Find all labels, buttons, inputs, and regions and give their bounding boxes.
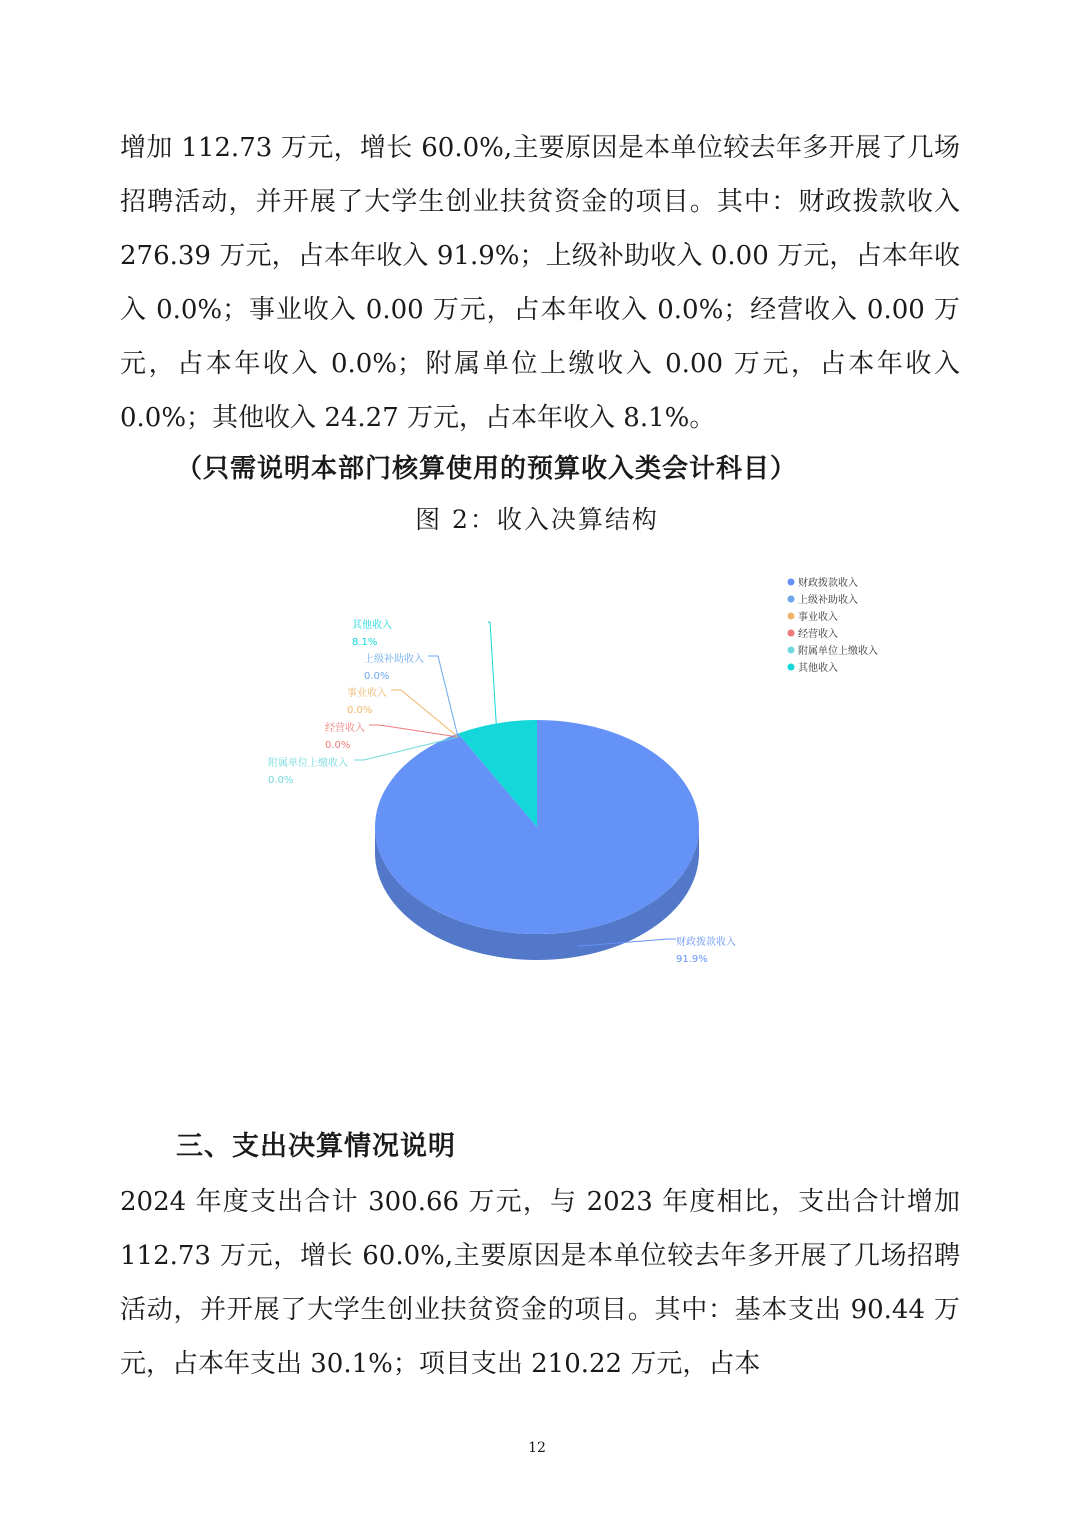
legend-marker bbox=[788, 613, 795, 620]
legend-marker bbox=[788, 647, 795, 654]
callout-value-label: 91.9% bbox=[676, 954, 708, 965]
callout-value-label: 0.0% bbox=[347, 705, 373, 716]
callout-category-label: 其他收入 bbox=[352, 620, 392, 631]
accounting-note: （只需说明本部门核算使用的预算收入类会计科目） bbox=[176, 454, 798, 484]
callout-category-label: 财政拨款收入 bbox=[676, 937, 736, 948]
legend-marker bbox=[788, 630, 795, 637]
income-paragraph: 增加 112.73 万元，增长 60.0%,主要原因是本单位较去年多开展了几场招聘活动，并开展了大学生创业扶贫资金的项目。其中：财政拨款收入 276.39 万元，占本年收入 91.9%；上级补助收入 0.00 万元，占本年收入 0.0%；事业收入 0.00 万元，占本年收入 0.0%；经营收入 0.00 万元，占本年收入 0.0%；附属单位上缴收入 0.00 万元，占本年收入 0.0%；其他收入 24.27 万元，占本年收入 8.1%。 bbox=[120, 133, 960, 433]
expenditure-paragraph: 2024 年度支出合计 300.66 万元，与 2023 年度相比，支出合计增加 112.73 万元，增长 60.0%,主要原因是本单位较去年多开展了几场招聘活动，并开展了大学生创业扶贫资金的项目。其中：基本支出 90.44 万元，占本年支出 30.1%；项目支出 210.22 万元，占本 bbox=[120, 1187, 960, 1379]
callout-value-label: 8.1% bbox=[352, 637, 378, 648]
section-heading: 三、支出决算情况说明 bbox=[176, 1131, 456, 1162]
callout-category-label: 附属单位上缴收入 bbox=[268, 758, 348, 769]
legend-label: 财政拨款收入 bbox=[798, 578, 858, 589]
pie-layer bbox=[375, 720, 699, 960]
legend-label: 事业收入 bbox=[798, 612, 838, 623]
legend-label: 附属单位上缴收入 bbox=[798, 646, 878, 657]
callout-value-label: 0.0% bbox=[268, 775, 294, 786]
income-structure-pie-chart bbox=[0, 560, 1074, 990]
legend-marker bbox=[788, 664, 795, 671]
callout-category-label: 经营收入 bbox=[325, 723, 365, 734]
page-number: 12 bbox=[528, 1440, 546, 1456]
callout-category-label: 事业收入 bbox=[347, 688, 387, 699]
legend-label: 经营收入 bbox=[798, 629, 838, 640]
legend-marker bbox=[788, 579, 795, 586]
figure-caption: 图 2：收入决算结构 bbox=[415, 505, 659, 534]
callout-category-label: 上级补助收入 bbox=[364, 654, 424, 665]
callout-line-3 bbox=[369, 725, 458, 737]
legend-marker bbox=[788, 596, 795, 603]
legend-label: 其他收入 bbox=[798, 663, 838, 674]
callout-value-label: 0.0% bbox=[364, 671, 390, 682]
callout-value-label: 0.0% bbox=[325, 740, 351, 751]
legend-label: 上级补助收入 bbox=[798, 595, 858, 606]
chart-legend bbox=[788, 576, 879, 674]
callout-line-5 bbox=[488, 622, 496, 723]
